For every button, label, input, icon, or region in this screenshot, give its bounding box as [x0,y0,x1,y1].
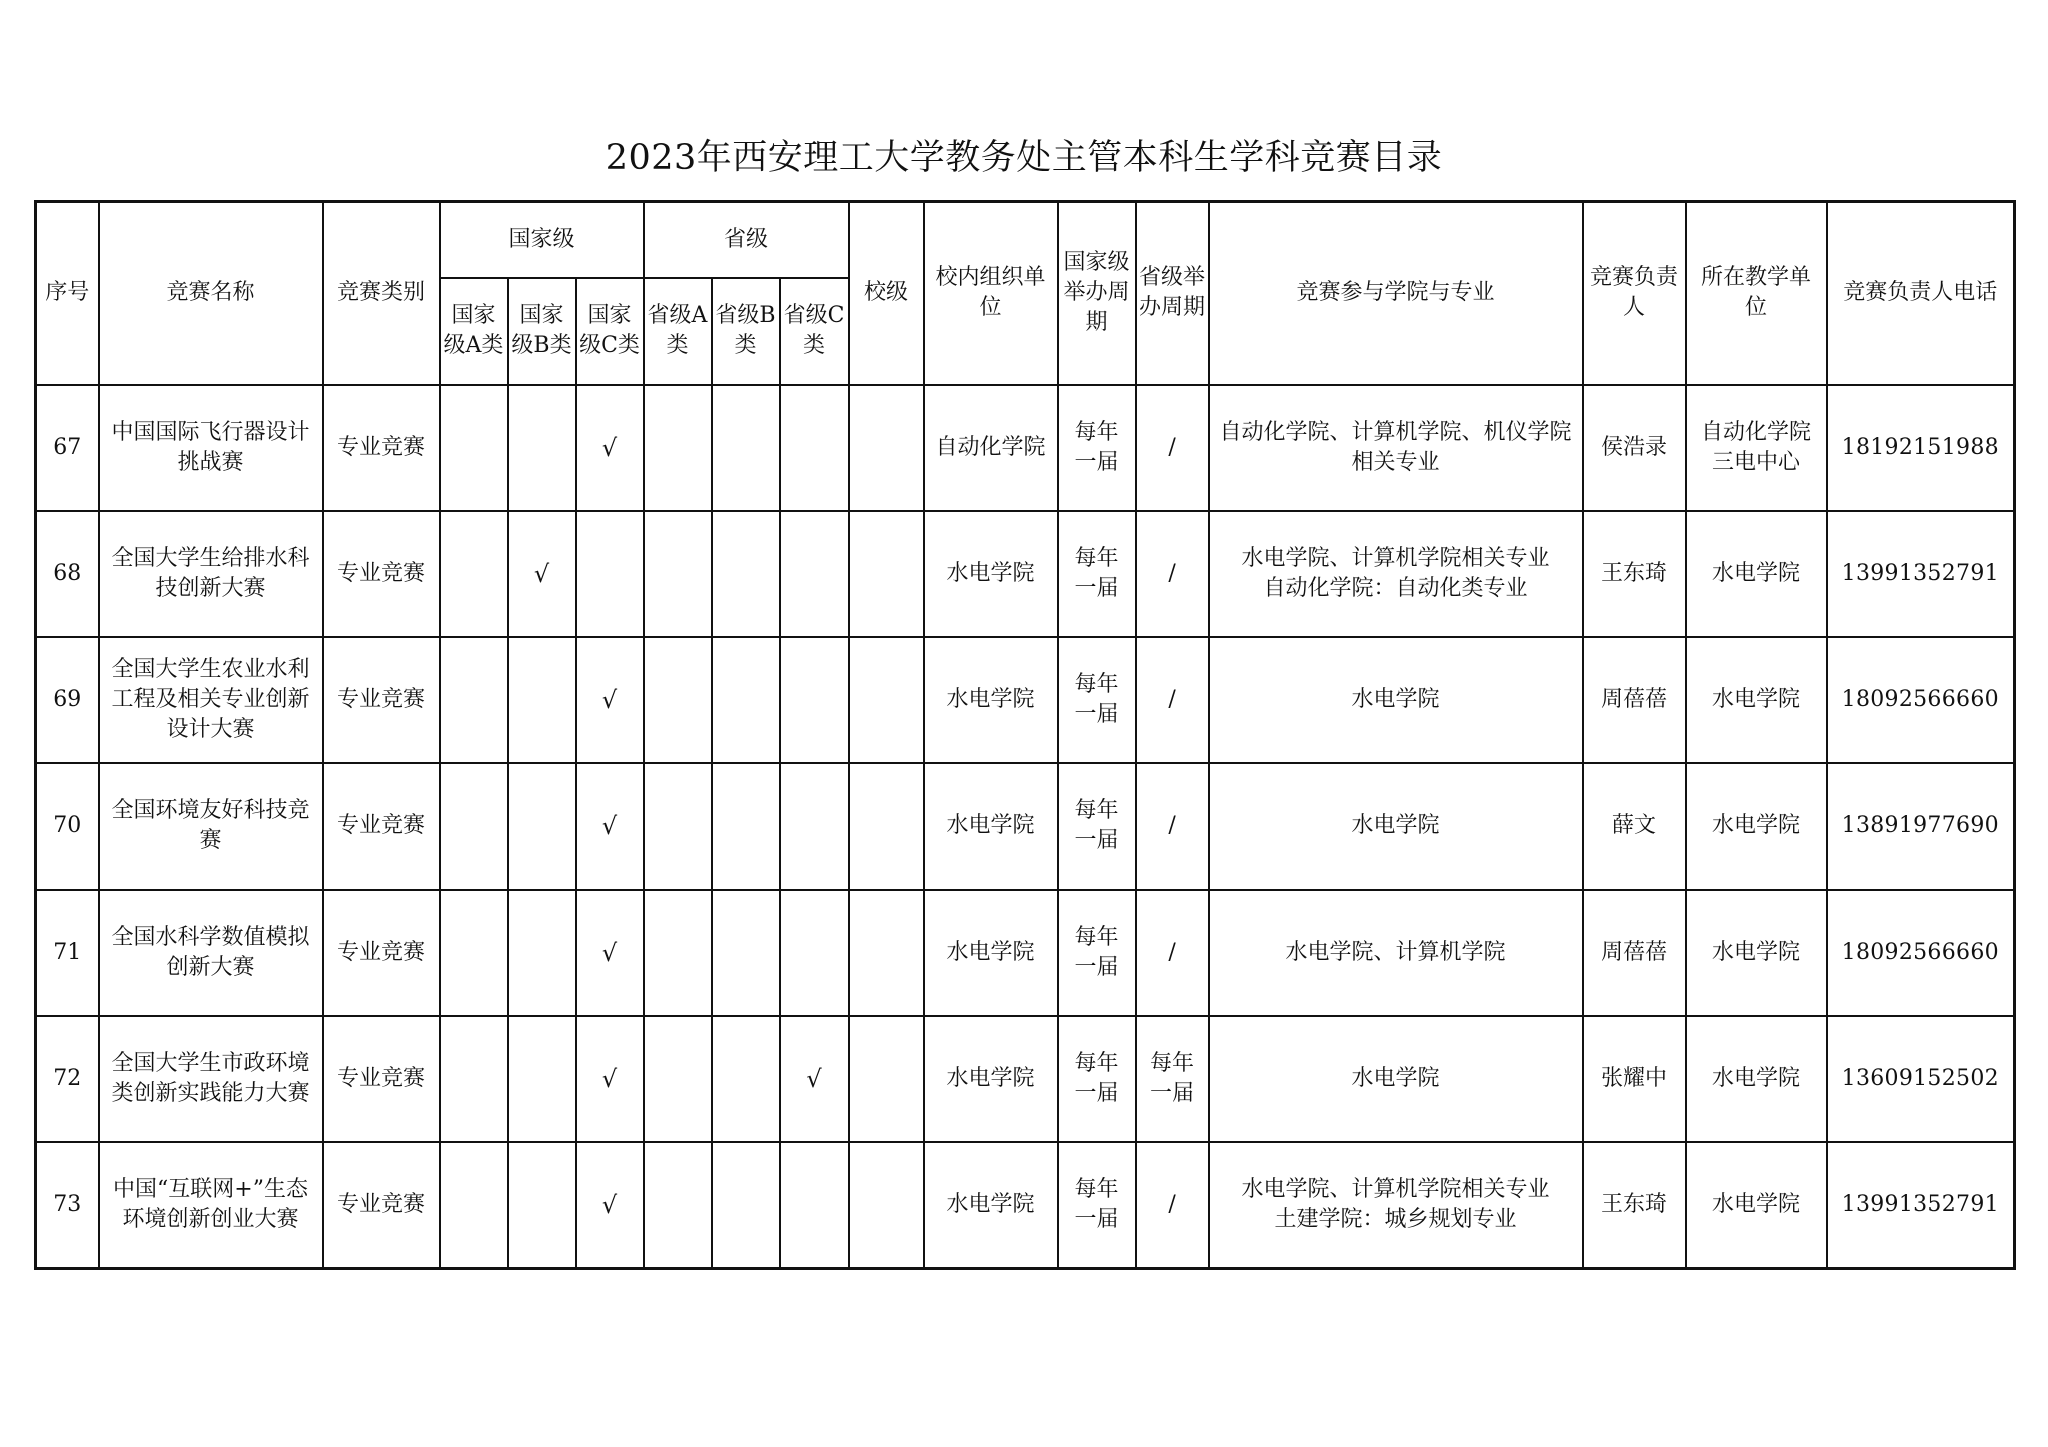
cell-participants [1209,637,1583,763]
cell-participants [1209,763,1583,889]
cell-provincial-c [780,890,849,1016]
cell-provincial-a [644,763,712,889]
cell-category: 专业竞赛 [323,1142,440,1268]
cell-national-a [440,1142,508,1268]
header-no: 序号 [36,202,99,385]
cell-name: 全国环境友好科技竞赛 [99,763,323,889]
cell-school [849,385,924,511]
header-provincial-a: 省级A类 [644,278,712,385]
header-leader: 竞赛负责人 [1583,202,1686,385]
cell-national-b [508,385,576,511]
cell-org-unit: 水电学院 [924,511,1058,637]
cell-org-unit: 水电学院 [924,1016,1058,1142]
cell-school [849,1142,924,1268]
cell-participants [1209,385,1583,511]
cell-leader: 侯浩录 [1583,385,1686,511]
cell-no: 68 [36,511,99,637]
table-row [36,385,2015,511]
cell-teaching-unit: 水电学院 [1686,1142,1827,1268]
participants-line: 水电学院 [1351,813,1440,839]
table-row [36,890,2015,1016]
cell-teaching-unit: 水电学院 [1686,511,1827,637]
participants-line: 土建学院：城乡规划专业 [1274,1207,1517,1233]
cell-phone: 13891977690 [1827,763,2015,889]
cell-teaching-unit: 水电学院 [1686,637,1827,763]
cell-leader: 薛文 [1583,763,1686,889]
cell-teaching-unit: 水电学院 [1686,890,1827,1016]
cell-provincial-b [712,1016,780,1142]
cell-national-cycle: 每年一届 [1058,1142,1136,1268]
cell-national-a [440,385,508,511]
cell-national-b [508,1016,576,1142]
cell-phone: 13609152502 [1827,1016,2015,1142]
cell-provincial-b [712,637,780,763]
table-row [36,763,2015,889]
cell-school [849,1016,924,1142]
cell-provincial-cycle: / [1136,511,1209,637]
cell-teaching-unit: 自动化学院三电中心 [1686,385,1827,511]
header-org-unit: 校内组织单位 [924,202,1058,385]
cell-provincial-a [644,1142,712,1268]
cell-national-a [440,763,508,889]
participants-line: 水电学院 [1351,687,1440,713]
cell-national-b [508,763,576,889]
header-national-a: 国家级A类 [440,278,508,385]
cell-teaching-unit: 水电学院 [1686,1016,1827,1142]
cell-provincial-a [644,511,712,637]
cell-provincial-cycle: / [1136,385,1209,511]
cell-name: 全国大学生市政环境类创新实践能力大赛 [99,1016,323,1142]
cell-national-a [440,890,508,1016]
cell-org-unit: 水电学院 [924,637,1058,763]
cell-national-a [440,1016,508,1142]
cell-name: 中国“互联网+”生态环境创新创业大赛 [99,1142,323,1268]
cell-leader: 周蓓蓓 [1583,637,1686,763]
cell-category: 专业竞赛 [323,1016,440,1142]
cell-provincial-b [712,890,780,1016]
cell-name: 全国水科学数值模拟创新大赛 [99,890,323,1016]
cell-school [849,511,924,637]
competition-table [34,200,2016,1270]
cell-category: 专业竞赛 [323,763,440,889]
cell-provincial-b [712,763,780,889]
cell-national-cycle: 每年一届 [1058,511,1136,637]
cell-no: 70 [36,763,99,889]
cell-phone: 18092566660 [1827,890,2015,1016]
cell-provincial-cycle: / [1136,890,1209,1016]
table-row [36,511,2015,637]
cell-no: 73 [36,1142,99,1268]
cell-provincial-a [644,385,712,511]
cell-national-a [440,511,508,637]
cell-participants [1209,890,1583,1016]
cell-phone: 13991352791 [1827,1142,2015,1268]
header-participants: 竞赛参与学院与专业 [1209,202,1583,385]
cell-provincial-b [712,1142,780,1268]
header-national: 国家级 [440,202,644,278]
cell-org-unit: 水电学院 [924,890,1058,1016]
cell-category: 专业竞赛 [323,890,440,1016]
header-provincial-b: 省级B类 [712,278,780,385]
cell-provincial-cycle: / [1136,1142,1209,1268]
table-row [36,637,2015,763]
cell-provincial-c [780,637,849,763]
cell-participants [1209,1016,1583,1142]
header-teaching-unit: 所在教学单位 [1686,202,1827,385]
cell-name: 全国大学生给排水科技创新大赛 [99,511,323,637]
participants-line: 自动化学院、计算机学院、机仪学院相关专业 [1219,419,1572,475]
cell-national-c: √ [576,637,644,763]
cell-category: 专业竞赛 [323,637,440,763]
cell-national-cycle: 每年一届 [1058,890,1136,1016]
cell-national-cycle: 每年一届 [1058,763,1136,889]
cell-no: 72 [36,1016,99,1142]
cell-national-b [508,1142,576,1268]
cell-category: 专业竞赛 [323,385,440,511]
header-national-b: 国家级B类 [508,278,576,385]
cell-school [849,890,924,1016]
header-national-c: 国家级C类 [576,278,644,385]
header-phone: 竞赛负责人电话 [1827,202,2015,385]
cell-national-b [508,637,576,763]
cell-provincial-cycle: / [1136,763,1209,889]
table-row [36,1142,2015,1268]
cell-national-cycle: 每年一届 [1058,385,1136,511]
cell-national-a [440,637,508,763]
cell-teaching-unit: 水电学院 [1686,763,1827,889]
cell-phone: 18192151988 [1827,385,2015,511]
cell-provincial-cycle: 每年一届 [1136,1016,1209,1142]
cell-name: 全国大学生农业水利工程及相关专业创新设计大赛 [99,637,323,763]
cell-provincial-b [712,385,780,511]
cell-provincial-a [644,890,712,1016]
cell-no: 71 [36,890,99,1016]
header-name: 竞赛名称 [99,202,323,385]
cell-phone: 18092566660 [1827,637,2015,763]
cell-national-c: √ [576,1016,644,1142]
cell-org-unit: 自动化学院 [924,385,1058,511]
cell-leader: 王东琦 [1583,511,1686,637]
cell-leader: 王东琦 [1583,1142,1686,1268]
cell-provincial-c [780,1142,849,1268]
cell-provincial-a [644,637,712,763]
header-provincial: 省级 [644,202,849,278]
participants-line: 水电学院、计算机学院相关专业 [1241,1177,1550,1203]
cell-no: 67 [36,385,99,511]
header-national-cycle: 国家级举办周期 [1058,202,1136,385]
cell-national-b [508,890,576,1016]
cell-national-c [576,511,644,637]
participants-line: 水电学院、计算机学院相关专业 [1241,545,1550,571]
cell-phone: 13991352791 [1827,511,2015,637]
cell-org-unit: 水电学院 [924,1142,1058,1268]
cell-national-cycle: 每年一届 [1058,1016,1136,1142]
cell-national-c: √ [576,890,644,1016]
table-body [36,385,2015,1269]
cell-participants [1209,1142,1583,1268]
header-school: 校级 [849,202,924,385]
cell-participants [1209,511,1583,637]
cell-national-c: √ [576,385,644,511]
cell-org-unit: 水电学院 [924,763,1058,889]
table-row [36,1016,2015,1142]
cell-provincial-c: √ [780,1016,849,1142]
cell-national-c: √ [576,763,644,889]
cell-leader: 张耀中 [1583,1016,1686,1142]
cell-school [849,637,924,763]
cell-no: 69 [36,637,99,763]
header-provincial-c: 省级C类 [780,278,849,385]
cell-provincial-c [780,763,849,889]
cell-national-c: √ [576,1142,644,1268]
cell-name: 中国国际飞行器设计挑战赛 [99,385,323,511]
cell-national-b: √ [508,511,576,637]
header-provincial-cycle: 省级举办周期 [1136,202,1209,385]
cell-leader: 周蓓蓓 [1583,890,1686,1016]
cell-provincial-c [780,385,849,511]
cell-provincial-b [712,511,780,637]
page-title: 2023年西安理工大学教务处主管本科生学科竞赛目录 [605,138,1443,178]
header-category: 竞赛类别 [323,202,440,385]
participants-line: 水电学院、计算机学院 [1285,939,1506,965]
cell-provincial-c [780,511,849,637]
cell-provincial-a [644,1016,712,1142]
cell-category: 专业竞赛 [323,511,440,637]
cell-national-cycle: 每年一届 [1058,637,1136,763]
participants-line: 自动化学院：自动化类专业 [1263,575,1528,601]
participants-line: 水电学院 [1351,1066,1440,1092]
cell-provincial-cycle: / [1136,637,1209,763]
cell-school [849,763,924,889]
